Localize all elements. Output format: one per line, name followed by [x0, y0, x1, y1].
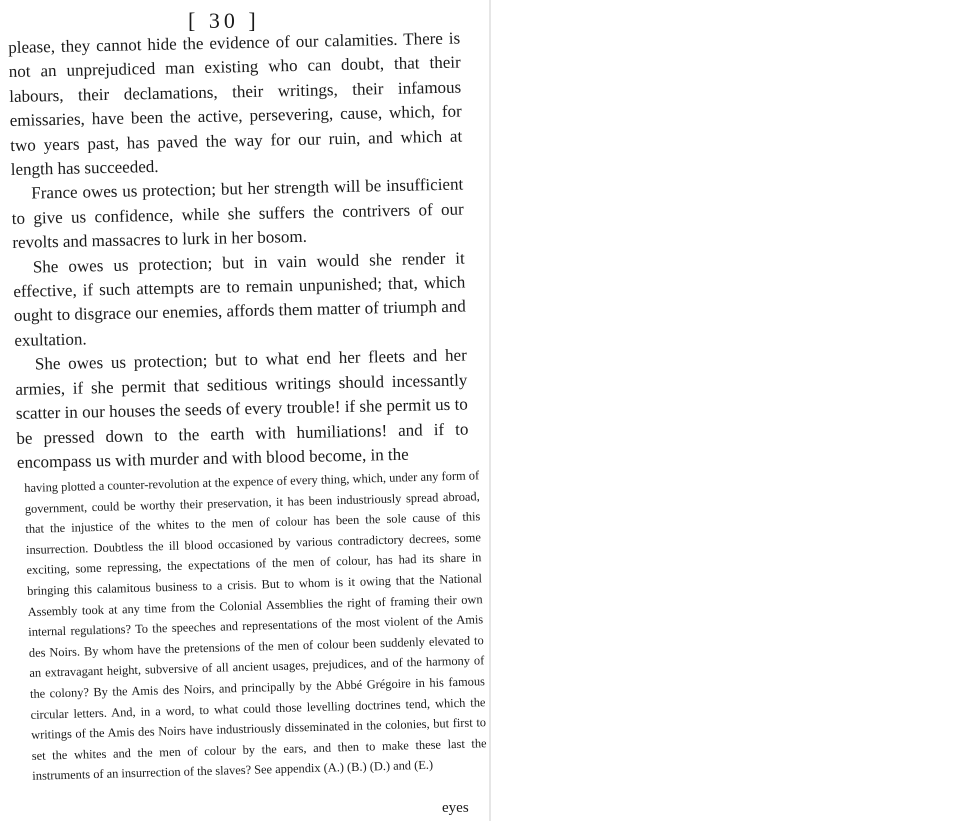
left-paragraph-3: She owes us protection; but in vain would she render it effective, if such attempts are to remain unpunished; that, which ought to disgrace our enemies, affords them matter of triumph and exultation. [13, 248, 466, 350]
page-number-left: [ 30 ] [188, 8, 260, 33]
left-footnote-text: having plotted a counter-revolution at the expence of every thing, which, under any form of government, could be worthy their preservation, it has been industriously spread abroad, that the injustice of the whites to the men of colour has been the sole cause of this insurrection. Doubtless the ill blood occasioned by various contradictory decrees, some exciting, some repressing, the expectations of the men of colour, has had its share in bringing this calamitous business to a crisis. But to whom is it owing that the National Assembly took at any time from the Colonial Assemblies the right of framing their own internal regulations? To the speeches and representations of the most violent of the Amis des Noirs. By whom have the pretensions of the men of colour been suddenly elevated to an extravagant height, subversive of all ancient usages, prejudices, and of the harmony of the colony? By the Amis des Noirs, and principally by the Abbé Grégoire in his famous circular letters. And, in a word, to what could those levelling doctrines tend, which the writings of the Amis des Noirs have industriously disseminated in the colonies, but first to set the whites and the men of colour by the ears, and then to make these last the instruments of an insurrection of the slaves? See appendix (A.) (B.) (D.) and (E.) [24, 468, 487, 784]
left-paragraph-4: She owes us protection; but to what end her fleets and her armies, if she permit that seditious writings should incessantly scatter in our houses the seeds of every trouble! if she permit us to be pressed down to the earth with humiliations! and if to encompass us with murder and with blood become, in the [15, 345, 469, 472]
right-page [490, 0, 980, 821]
left-main-text [8, 27, 469, 476]
left-paragraph-2: France owes us protection; but her strength will be insufficient to give us confidence, while she suffers the contrivers of our revolts and massacres to lurk in her bosom. [11, 174, 464, 253]
catchword-left: eyes [442, 800, 469, 816]
left-footnote [24, 465, 487, 786]
left-paragraph-1: please, they cannot hide the evidence of our calamities. There is not an unprejudiced man existing who can doubt, that their labours, their declamations, their writings, their infamous emissaries, have been the active, persevering, cause, which, for two years past, has paved the way for our ruin, and which at length has succeeded. [8, 28, 463, 179]
